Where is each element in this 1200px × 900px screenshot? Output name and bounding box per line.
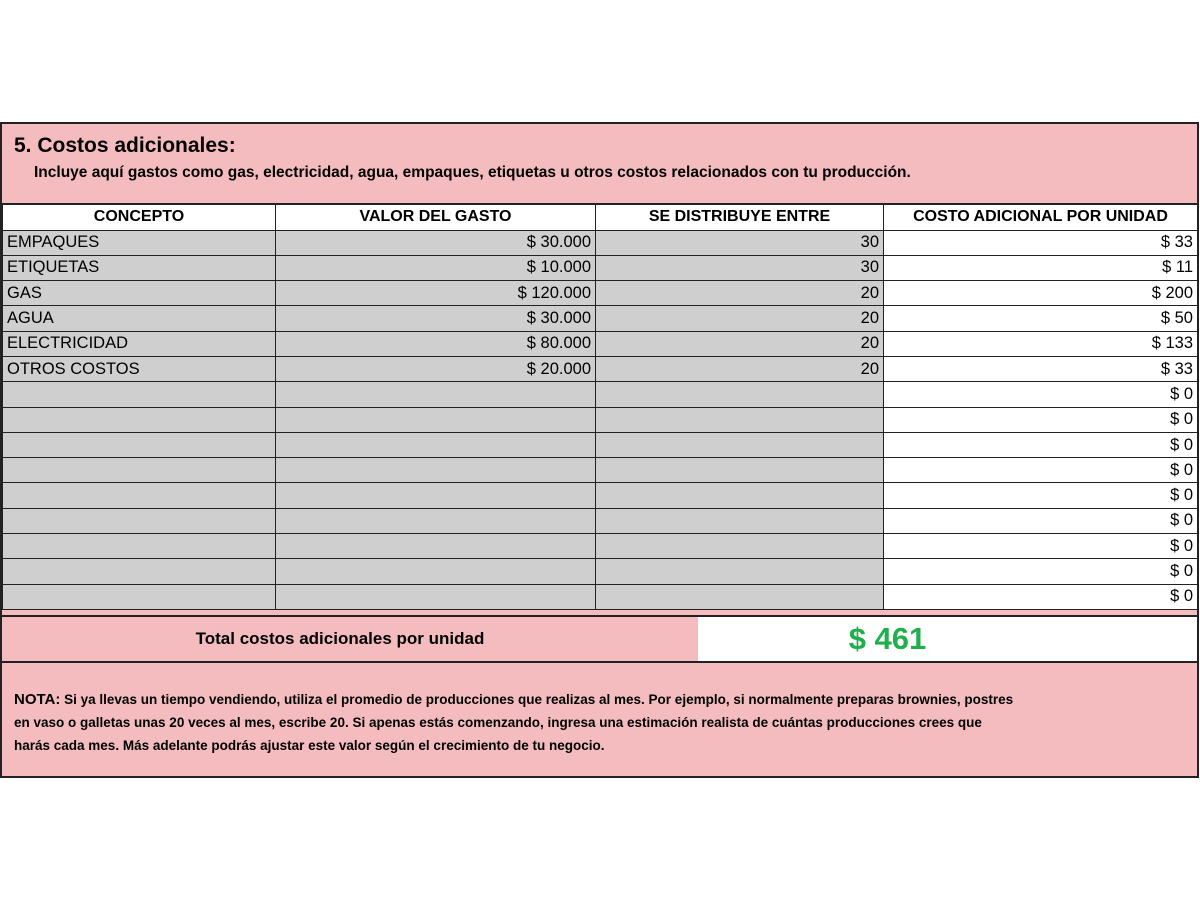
total-label-cell [2,617,698,661]
concepto-cell[interactable] [3,559,276,584]
costo-cell: $ 0 [884,432,1198,457]
table-row [3,483,1198,508]
distribuye-cell[interactable]: 30 [596,255,884,280]
table-row [3,432,1198,457]
total-value: $ 461 [848,621,927,656]
concepto-cell[interactable]: ETIQUETAS [3,255,276,280]
costo-cell: $ 200 [884,281,1198,306]
table-row [3,559,1198,584]
costo-cell: $ 0 [884,483,1198,508]
valor-cell[interactable] [276,559,596,584]
distribuye-cell[interactable]: 20 [596,331,884,356]
column-header-costo: COSTO ADICIONAL POR UNIDAD [884,204,1198,230]
valor-cell[interactable] [276,508,596,533]
table-row [3,306,1198,331]
distribuye-cell[interactable]: 20 [596,281,884,306]
total-row [2,615,1197,663]
costo-cell: $ 0 [884,407,1198,432]
costo-cell: $ 33 [884,230,1198,255]
distribuye-cell[interactable]: 30 [596,230,884,255]
distribuye-cell[interactable] [596,483,884,508]
section-header [2,124,1197,203]
valor-cell[interactable] [276,407,596,432]
distribuye-cell[interactable] [596,407,884,432]
valor-cell[interactable] [276,458,596,483]
concepto-cell[interactable]: OTROS COSTOS [3,356,276,381]
costo-cell: $ 50 [884,306,1198,331]
table-header-row [3,204,1198,230]
table-row [3,458,1198,483]
concepto-cell[interactable]: EMPAQUES [3,230,276,255]
table-row [3,281,1198,306]
concepto-cell[interactable] [3,458,276,483]
cost-sheet [0,122,1199,778]
valor-cell[interactable]: $ 30.000 [276,230,596,255]
costo-cell: $ 0 [884,508,1198,533]
concepto-cell[interactable] [3,382,276,407]
section-subtitle: Incluye aquí gastos como gas, electricidad, agua, empaques, etiquetas u otros costos relacionados con tu producción. [34,164,911,181]
distribuye-cell[interactable] [596,584,884,609]
distribuye-cell[interactable] [596,458,884,483]
concepto-cell[interactable]: GAS [3,281,276,306]
valor-cell[interactable] [276,534,596,559]
table-row [3,534,1198,559]
costo-cell: $ 0 [884,534,1198,559]
costo-cell: $ 0 [884,559,1198,584]
table-row [3,356,1198,381]
note-text: Si ya llevas un tiempo vendiendo, utiliza el promedio de producciones que realizas al mes. Por ejemplo, si normalmente preparas brownies, postres en vaso o galletas unas 20 veces al mes, escribe 20. Si apenas estás comenzando, ingresa una estimación realista de cuántas producciones crees que harás cada mes. Más adelante podrás ajustar este valor según el crecimiento de tu negocio. [14,692,1014,753]
concepto-cell[interactable] [3,584,276,609]
section-title: 5. Costos adicionales: [14,134,236,157]
costo-cell: $ 0 [884,458,1198,483]
valor-cell[interactable] [276,584,596,609]
distribuye-cell[interactable]: 20 [596,306,884,331]
total-value-cell [698,617,1197,661]
costo-cell: $ 133 [884,331,1198,356]
distribuye-cell[interactable] [596,534,884,559]
total-label: Total costos adicionales por unidad [195,629,485,648]
valor-cell[interactable] [276,382,596,407]
valor-cell[interactable]: $ 80.000 [276,331,596,356]
costo-cell: $ 33 [884,356,1198,381]
table-row [3,331,1198,356]
costo-cell: $ 0 [884,382,1198,407]
concepto-cell[interactable] [3,508,276,533]
note [14,688,1014,757]
note-label: NOTA: [14,691,61,708]
valor-cell[interactable]: $ 120.000 [276,281,596,306]
costo-cell: $ 0 [884,584,1198,609]
valor-cell[interactable]: $ 20.000 [276,356,596,381]
column-header-valor: VALOR DEL GASTO [276,204,596,230]
column-header-concepto: CONCEPTO [3,204,276,230]
distribuye-cell[interactable]: 20 [596,356,884,381]
cost-table [2,203,1198,610]
concepto-cell[interactable]: ELECTRICIDAD [3,331,276,356]
concepto-cell[interactable] [3,432,276,457]
valor-cell[interactable]: $ 10.000 [276,255,596,280]
concepto-cell[interactable]: AGUA [3,306,276,331]
concepto-cell[interactable] [3,534,276,559]
table-row [3,407,1198,432]
table-row [3,584,1198,609]
column-header-distribuye: SE DISTRIBUYE ENTRE [596,204,884,230]
table-row [3,382,1198,407]
distribuye-cell[interactable] [596,559,884,584]
table-row [3,230,1198,255]
concepto-cell[interactable] [3,483,276,508]
distribuye-cell[interactable] [596,382,884,407]
valor-cell[interactable] [276,432,596,457]
valor-cell[interactable] [276,483,596,508]
valor-cell[interactable]: $ 30.000 [276,306,596,331]
costo-cell: $ 11 [884,255,1198,280]
table-row [3,508,1198,533]
concepto-cell[interactable] [3,407,276,432]
distribuye-cell[interactable] [596,432,884,457]
distribuye-cell[interactable] [596,508,884,533]
table-row [3,255,1198,280]
